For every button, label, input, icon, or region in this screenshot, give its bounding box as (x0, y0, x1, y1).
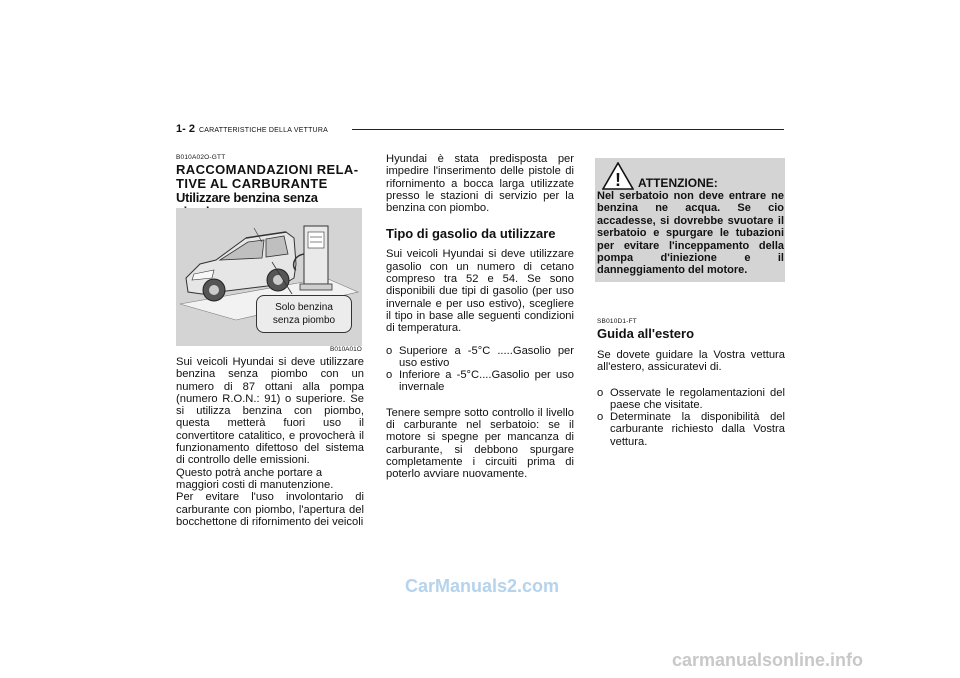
list-item: o Inferiore a -5°C....Gasolio per uso invernale (386, 369, 574, 394)
page-number: 1- 2 (176, 123, 195, 135)
abroad-heading: Guida all'estero (597, 326, 695, 341)
col3-body (597, 318, 785, 448)
watermark-online: carmanualsonline.info (672, 650, 864, 670)
paragraph: Sui veicoli Hyundai si deve utilizzare benzina senza piombo con un numero di 87 ottani alla pompa (numero R.O.N.: 91) o superiore. Se si utilizza benzina con piombo, questa metterà fuori uso il convertitore catalitico, e provocherà il funzionamento difettoso del sistema di controllo delle emissioni. (176, 356, 364, 467)
intro-paragraph: Hyundai è stata predisposta per impedire l'inserimento delle pistole di rifornimento a bocca larga utilizzate presso le stazioni di servizio per la benzina con piombo. (386, 153, 574, 215)
list-item: o Osservate le regolamentazioni del paese che visitate. (597, 386, 785, 411)
warning-body: Nel serbatoio non deve entrare ne benzina ne acqua. Se cio accadesse, si dovrebbe svuotare il serbatoio e spurgare le tubazioni per evitare l'inceppamento della pompa d'iniezione e il danneggiamento del motore. (597, 190, 784, 277)
figure-code: B010A01O (330, 346, 362, 353)
abroad-intro: Se dovete guidare la Vostra vettura all'estero, assicuratevi di. (597, 349, 785, 374)
diesel-heading: Tipo di gasolio da utilizzare (386, 226, 556, 242)
paragraph: Questo potrà anche portare a maggiori costi di manutenzione. (176, 466, 334, 491)
svg-text:!: ! (615, 170, 621, 190)
section-code: B010A02O-GTT (176, 154, 226, 161)
page-header (176, 123, 328, 135)
list-item: o Determinate la disponibilità del carburante richiesto dalla Vostra vettura. (597, 411, 785, 448)
section-subtitle: Utilizzare benzina senza (176, 190, 318, 205)
diesel-paragraph: Sui veicoli Hyundai si deve utilizzare gasolio con un numero di cetano compreso tra 52 e 54. Se sono disponibili due tipi di gasolio (per uso invernale e per uso estivo), scegliere il tipo in base alle seguenti condizioni di temperatura. (386, 248, 574, 335)
paragraph: Per evitare l'uso involontario di carburante con piombo, l'apertura del bocchettone di rifornimento dei veicoli (176, 491, 364, 528)
closing-paragraph: Tenere sempre sotto controllo il livello di carburante nel serbatoio: se il motore si spegne per mancanza di carburante, si debbono spurgare completamente i circuiti prima di poterlo avviare nuovamente. (386, 406, 574, 481)
watermark-carmanuals: CarManuals2.com (405, 576, 560, 596)
list-item: o Superiore a -5°C .....Gasolio per uso estivo (386, 344, 574, 369)
header-rule (352, 129, 784, 130)
warning-title: ATTENZIONE: (638, 176, 718, 190)
section-title: CARATTERISTICHE DELLA VETTURA (198, 127, 328, 134)
temperature-list (386, 345, 574, 394)
col1-body (176, 356, 364, 528)
section-title-fuel: RACCOMANDAZIONI RELA- TIVE AL CARBURANTE Utilizzare benzina senza (176, 163, 364, 219)
unleaded-fuel-callout: Solo benzina senza piombo (256, 295, 352, 333)
warning-triangle-icon (602, 162, 634, 190)
abroad-list (597, 387, 785, 448)
section-code: SB010D1-FT (597, 318, 637, 325)
col2-body (386, 153, 574, 481)
